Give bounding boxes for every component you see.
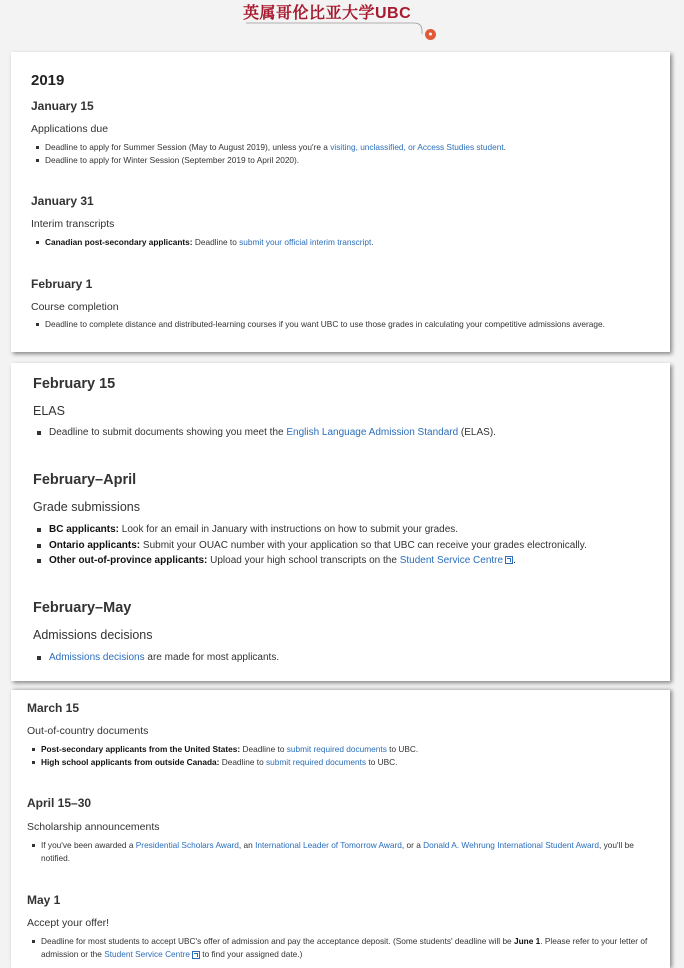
- deadline-list: [32, 935, 662, 961]
- section-subtitle: Scholarship announcements: [27, 821, 160, 833]
- deadline-list: [33, 522, 658, 569]
- elas-link[interactable]: English Language Admission Standard: [286, 427, 459, 438]
- deadlines-card-feb: [11, 363, 670, 681]
- international-leader-link[interactable]: International Leader of Tomorrow Award: [255, 840, 402, 850]
- wehrung-award-link[interactable]: Donald A. Wehrung International Student Award: [423, 840, 600, 850]
- section-subtitle: Accept your offer!: [27, 917, 110, 929]
- deadline-list: [33, 650, 653, 666]
- section-subtitle: Admissions decisions: [33, 628, 153, 642]
- date-heading: February 15: [33, 376, 116, 392]
- submit-documents-link[interactable]: submit required documents: [286, 744, 387, 754]
- presidential-scholars-link[interactable]: Presidential Scholars Award: [135, 840, 239, 850]
- date-heading: February–April: [33, 472, 137, 488]
- visiting-students-link[interactable]: visiting, unclassified, or Access Studies student: [330, 142, 504, 152]
- student-service-centre-link[interactable]: Student Service Centre: [399, 555, 504, 566]
- list-item: Deadline to apply for Summer Session (May to August 2019), unless you're a visiting, unclassified, or Access Studies student.: [36, 141, 661, 154]
- list-item: Deadline for most students to accept UBC's offer of admission and pay the acceptance deposit. (Some students' deadline will be June 1. Please refer to your letter of admission or the Student Service Centre to find your assigned date.): [32, 935, 662, 961]
- section-subtitle: Applications due: [31, 123, 109, 135]
- date-heading: February 1: [31, 277, 93, 291]
- brand-underline-decoration: [246, 22, 426, 40]
- deadline-list: [36, 236, 661, 249]
- date-heading: March 15: [27, 701, 80, 715]
- section-subtitle: Course completion: [31, 301, 119, 313]
- section-subtitle: Grade submissions: [33, 500, 140, 514]
- student-service-centre-link[interactable]: Student Service Centre: [104, 949, 190, 959]
- brand-badge-icon: ●: [425, 29, 436, 40]
- date-heading: May 1: [27, 893, 61, 907]
- list-item: If you've been awarded a Presidential Scholars Award, an International Leader of Tomorrow Award, or a Donald A. Wehrung International Student Award, you'll be notified.: [32, 839, 662, 865]
- list-item: Canadian post-secondary applicants: Deadline to submit your official interim transcript.: [36, 236, 661, 249]
- date-heading: February–May: [33, 600, 132, 616]
- external-link-icon[interactable]: [192, 951, 200, 959]
- section-subtitle: Out-of-country documents: [27, 725, 149, 737]
- admissions-decisions-link[interactable]: Admissions decisions: [49, 652, 145, 663]
- deadline-list: [32, 743, 662, 769]
- list-item: Deadline to apply for Winter Session (September 2019 to April 2020).: [36, 154, 661, 167]
- list-item: Deadline to submit documents showing you meet the English Language Admission Standard (ELAS).: [33, 425, 653, 441]
- section-subtitle: Interim transcripts: [31, 218, 115, 230]
- list-item: Post-secondary applicants from the United States: Deadline to submit required documents to UBC.: [32, 743, 662, 756]
- list-item: Admissions decisions are made for most applicants.: [33, 650, 653, 666]
- deadline-list: [33, 425, 653, 441]
- list-item: Other out-of-province applicants: Upload your high school transcripts on the Student Service Centre .: [33, 553, 658, 569]
- list-item: BC applicants: Look for an email in January with instructions on how to submit your grades.: [33, 522, 658, 538]
- deadlines-card-2019: [11, 52, 670, 352]
- deadline-list: [32, 839, 662, 865]
- brand-title: 英属哥伦比亚大学UBC: [243, 5, 412, 22]
- year-heading: 2019: [31, 72, 65, 89]
- section-subtitle: ELAS: [33, 404, 65, 418]
- list-item: High school applicants from outside Canada: Deadline to submit required documents to UBC.: [32, 756, 662, 769]
- date-heading: April 15–30: [27, 796, 92, 810]
- date-heading: January 15: [31, 99, 94, 113]
- date-heading: January 31: [31, 194, 94, 208]
- interim-transcript-link[interactable]: submit your official interim transcript: [239, 237, 372, 247]
- submit-documents-link[interactable]: submit required documents: [266, 757, 367, 767]
- external-link-icon[interactable]: [505, 556, 513, 564]
- list-item: Ontario applicants: Submit your OUAC number with your application so that UBC can receive your grades electronically.: [33, 538, 658, 554]
- deadline-list: [36, 141, 661, 167]
- list-item: Deadline to complete distance and distributed-learning courses if you want UBC to use those grades in calculating your competitive admissions average.: [36, 318, 666, 331]
- deadlines-card-spring: [11, 690, 670, 968]
- deadline-list: [36, 318, 666, 331]
